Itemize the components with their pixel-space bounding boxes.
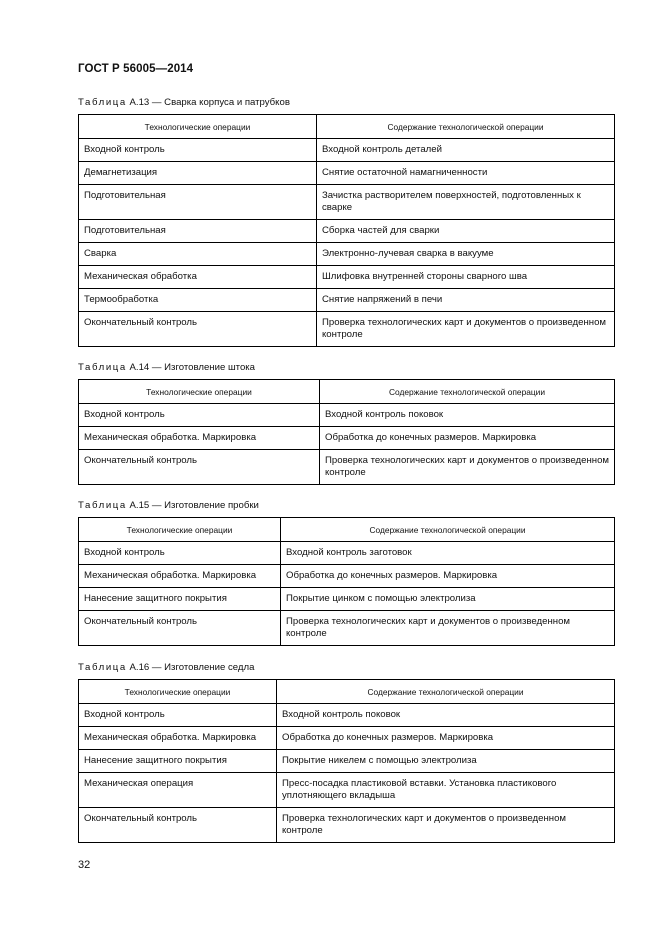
cell-content: Проверка технологических карт и документов о произведенном контроле xyxy=(320,450,615,485)
cell-operation: Окончательный контроль xyxy=(79,312,317,347)
cell-content: Покрытие никелем с помощью электролиза xyxy=(277,750,615,773)
table-row xyxy=(79,588,615,611)
cell-content: Покрытие цинком с помощью электролиза xyxy=(281,588,615,611)
column-header-operations: Технологические операции xyxy=(79,680,277,704)
table-header-row xyxy=(79,680,615,704)
cell-content: Проверка технологических карт и документов о произведенном контроле xyxy=(317,312,615,347)
column-header-operations: Технологические операции xyxy=(79,380,320,404)
cell-operation: Окончательный контроль xyxy=(79,808,277,843)
table-header-row xyxy=(79,518,615,542)
cell-content: Электронно-лучевая сварка в вакууме xyxy=(317,243,615,266)
table-row xyxy=(79,185,615,220)
cell-operation: Нанесение защитного покрытия xyxy=(79,750,277,773)
caption-title: А.14 — Изготовление штока xyxy=(129,362,256,373)
cell-content: Сборка частей для сварки xyxy=(317,220,615,243)
table-header-row xyxy=(79,115,615,139)
cell-content: Входной контроль поковок xyxy=(320,404,615,427)
caption-prefix: Таблица xyxy=(78,662,127,673)
table-header-row xyxy=(79,380,615,404)
caption-title: А.15 — Изготовление пробки xyxy=(129,500,259,511)
table-a13-caption xyxy=(78,97,290,108)
cell-operation: Механическая операция xyxy=(79,773,277,808)
cell-content: Шлифовка внутренней стороны сварного шва xyxy=(317,266,615,289)
cell-content: Входной контроль деталей xyxy=(317,139,615,162)
table-row xyxy=(79,266,615,289)
cell-operation: Входной контроль xyxy=(79,404,320,427)
cell-operation: Входной контроль xyxy=(79,542,281,565)
cell-operation: Сварка xyxy=(79,243,317,266)
table-row xyxy=(79,808,615,843)
column-header-content: Содержание технологической операции xyxy=(277,680,615,704)
cell-operation: Окончательный контроль xyxy=(79,450,320,485)
cell-operation: Нанесение защитного покрытия xyxy=(79,588,281,611)
table-a14 xyxy=(78,379,615,485)
cell-operation: Механическая обработка xyxy=(79,266,317,289)
cell-operation: Термообработка xyxy=(79,289,317,312)
table-a13 xyxy=(78,114,615,347)
table-row xyxy=(79,427,615,450)
cell-operation: Подготовительная xyxy=(79,220,317,243)
table-row xyxy=(79,542,615,565)
cell-operation: Демагнетизация xyxy=(79,162,317,185)
table-row xyxy=(79,750,615,773)
column-header-operations: Технологические операции xyxy=(79,518,281,542)
table-row xyxy=(79,773,615,808)
document-code: ГОСТ Р 56005—2014 xyxy=(78,63,194,75)
table-a15 xyxy=(78,517,615,646)
cell-content: Входной контроль заготовок xyxy=(281,542,615,565)
cell-content: Проверка технологических карт и документов о произведенном контроле xyxy=(277,808,615,843)
caption-prefix: Таблица xyxy=(78,500,127,511)
cell-content: Снятие остаточной намагниченности xyxy=(317,162,615,185)
cell-content: Обработка до конечных размеров. Маркировка xyxy=(320,427,615,450)
column-header-content: Содержание технологической операции xyxy=(320,380,615,404)
caption-title: А.16 — Изготовление седла xyxy=(129,662,255,673)
cell-content: Пресс-посадка пластиковой вставки. Установка пластикового уплотняющего вкладыша xyxy=(277,773,615,808)
table-row xyxy=(79,139,615,162)
cell-operation: Входной контроль xyxy=(79,139,317,162)
cell-operation: Механическая обработка. Маркировка xyxy=(79,427,320,450)
caption-prefix: Таблица xyxy=(78,362,127,373)
table-row xyxy=(79,220,615,243)
column-header-content: Содержание технологической операции xyxy=(281,518,615,542)
table-row xyxy=(79,565,615,588)
table-row xyxy=(79,312,615,347)
cell-operation: Механическая обработка. Маркировка xyxy=(79,727,277,750)
cell-content: Зачистка растворителем поверхностей, подготовленных к сварке xyxy=(317,185,615,220)
cell-content: Входной контроль поковок xyxy=(277,704,615,727)
table-row xyxy=(79,289,615,312)
cell-operation: Подготовительная xyxy=(79,185,317,220)
table-row xyxy=(79,404,615,427)
table-a14-caption xyxy=(78,362,255,373)
column-header-content: Содержание технологической операции xyxy=(317,115,615,139)
table-row xyxy=(79,727,615,750)
cell-operation: Входной контроль xyxy=(79,704,277,727)
cell-content: Проверка технологических карт и документов о произведенном контроле xyxy=(281,611,615,646)
column-header-operations: Технологические операции xyxy=(79,115,317,139)
table-row xyxy=(79,243,615,266)
cell-operation: Механическая обработка. Маркировка xyxy=(79,565,281,588)
cell-content: Обработка до конечных размеров. Маркировка xyxy=(277,727,615,750)
cell-operation: Окончательный контроль xyxy=(79,611,281,646)
caption-title: А.13 — Сварка корпуса и патрубков xyxy=(129,97,290,108)
cell-content: Обработка до конечных размеров. Маркировка xyxy=(281,565,615,588)
caption-prefix: Таблица xyxy=(78,97,127,108)
cell-content: Снятие напряжений в печи xyxy=(317,289,615,312)
table-row xyxy=(79,611,615,646)
page-number: 32 xyxy=(78,859,91,871)
table-a16 xyxy=(78,679,615,843)
table-a15-caption xyxy=(78,500,259,511)
table-row xyxy=(79,450,615,485)
table-row xyxy=(79,704,615,727)
table-row xyxy=(79,162,615,185)
table-a16-caption xyxy=(78,662,254,673)
